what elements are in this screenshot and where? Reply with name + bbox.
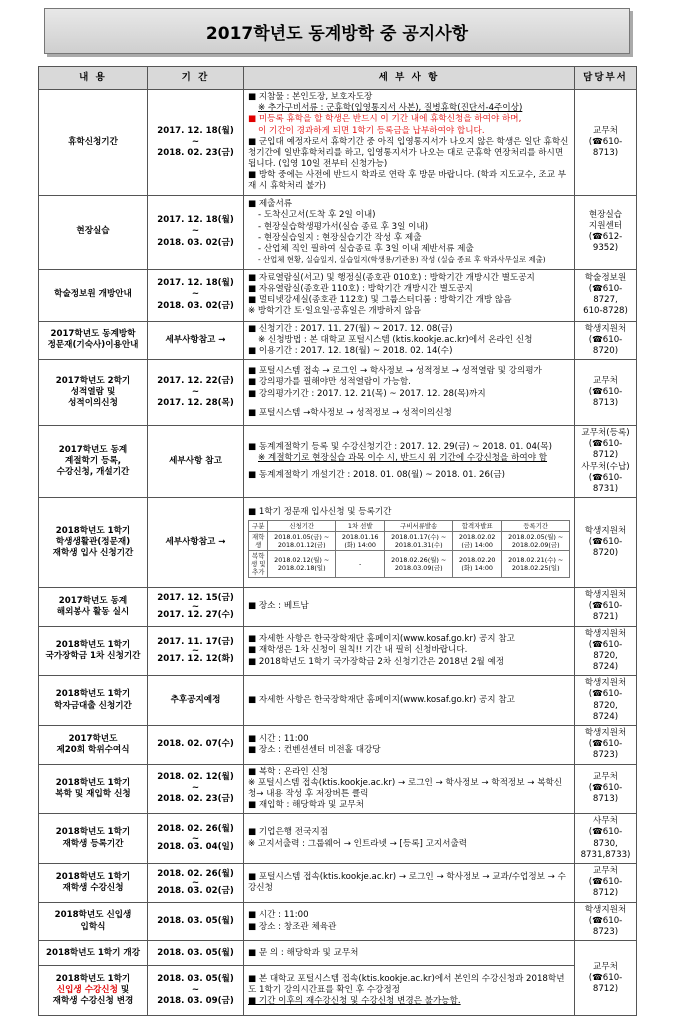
inner-cell: 2018.02.05(월) ~ 2018.02.09(금) <box>502 532 570 551</box>
detail-line: ■ 복학 : 온라인 신청 <box>248 766 329 777</box>
dept-phone: (☎610-8730, <box>588 827 623 849</box>
period-note: 세부사항 참고 <box>169 455 222 466</box>
row-name-text: 재학생 수강신청 <box>62 882 124 893</box>
period-end: 2017. 12. 27(수) <box>157 609 234 620</box>
row-detail <box>244 269 575 321</box>
detail-line: ■ 동계계절학기 개설기간 : 2018. 01. 08(월) ~ 2018. 01. 26(금) <box>248 470 505 481</box>
row-dept <box>575 90 637 196</box>
inner-header: 신청기간 <box>268 521 336 532</box>
row-name <box>39 269 148 321</box>
table-row <box>39 863 637 902</box>
row-name-text: 2018학년도 1학기 <box>55 777 131 788</box>
dept-name: 지원센터 <box>588 220 623 231</box>
inner-header: 합격자발표 <box>452 521 501 532</box>
table-row <box>39 588 637 627</box>
row-dept <box>575 941 637 1016</box>
row-name-text: 2018학년도 1학기 개강 <box>46 947 140 958</box>
dept-name: 학생지원처 <box>584 727 627 738</box>
row-detail <box>244 764 575 814</box>
row-detail <box>244 725 575 764</box>
row-dept <box>575 269 637 321</box>
row-name-text: 성적열람 및 <box>70 386 116 397</box>
row-period <box>148 676 244 726</box>
table-row <box>39 90 637 196</box>
detail-line: 이 기간이 경과하게 되면 1학기 등록금을 납부하여야 합니다. <box>258 125 485 136</box>
row-dept <box>575 360 637 426</box>
detail-line: ■ 자유열람실(종호관 110호) : 방학기간 개방시간 별도공지 <box>248 283 473 294</box>
row-name-text: 2018학년도 1학기 <box>55 871 131 882</box>
row-name-text: 휴학신청기간 <box>68 136 118 147</box>
detail-line: ■ 멀티넷강세실(종호관 112호) 및 그룹스터디룸 : 방학기간 개방 않음 <box>248 295 512 306</box>
row-name-text: 2018학년도 1학기 <box>55 525 131 536</box>
row-name-text: 학술정보원 개방안내 <box>54 289 132 300</box>
row-dept <box>575 588 637 627</box>
page-title: 2017학년도 동계방학 중 공지사항 <box>205 23 469 44</box>
detail-line: ■ 제출서류 <box>248 199 293 210</box>
table-row <box>39 360 637 426</box>
row-period <box>148 588 244 627</box>
dept-phone: (☎610-8712) <box>588 439 623 461</box>
header-dept: 담당부서 <box>575 67 637 90</box>
period-note: 세부사항참고 → <box>165 537 226 547</box>
detail-line: ■ 기업은행 전국지점 <box>248 827 328 838</box>
row-detail <box>244 676 575 726</box>
row-period <box>148 966 244 1016</box>
row-period <box>148 426 244 498</box>
inner-cell: 복학생 및 추가 <box>249 551 268 578</box>
row-name-text <box>41 985 145 996</box>
dept-phone: 8731,8733) <box>580 849 631 860</box>
dept-name: 학생지원처 <box>584 904 627 915</box>
table-row <box>39 764 637 814</box>
dept-phone: (☎610-8720, <box>588 689 623 711</box>
period-start: 2017. 12. 15(금) <box>157 592 234 603</box>
period-tilde: ~ <box>191 289 200 300</box>
row-dept <box>575 902 637 941</box>
period-tilde: ~ <box>191 386 200 397</box>
row-name-text: 2017학년도 2학기 <box>55 375 131 386</box>
detail-line: ■ 장소 : 창조관 체육관 <box>248 921 337 932</box>
row-name <box>39 626 148 676</box>
detail-line: ■ 이용기간 : 2017. 12. 18(월) ~ 2018. 02. 14(수) <box>248 345 453 356</box>
header-content: 내 용 <box>39 67 148 90</box>
detail-line: ■ 동계계절학기 등록 및 수강신청기간 : 2017. 12. 29(금) ~ 2018. 01. 04(목) <box>248 441 552 452</box>
row-detail <box>244 814 575 864</box>
row-detail <box>244 360 575 426</box>
dept-phone: (☎610-8720) <box>588 537 623 559</box>
period-end: 2018. 03. 02(금) <box>157 300 234 311</box>
row-detail <box>244 321 575 360</box>
inner-header: 1차 선발 <box>335 521 384 532</box>
table-row <box>39 676 637 726</box>
row-detail <box>244 90 575 196</box>
detail-line: - 현장실습일지 : 현장실습기간 작성 후 제출 <box>258 232 422 243</box>
row-detail <box>244 902 575 941</box>
inner-cell: 2018.02.20 (화) 14:00 <box>452 551 501 578</box>
row-period <box>148 90 244 196</box>
row-dept <box>575 321 637 360</box>
table-header-row <box>39 67 637 90</box>
row-name-text: 재학생 입사 신청기간 <box>52 548 134 559</box>
table-row <box>39 195 637 269</box>
row-name-text: 재학생 등록기간 <box>62 838 124 849</box>
row-name <box>39 863 148 902</box>
inner-cell: 2018.02.02 (금) 14:00 <box>452 532 501 551</box>
dept-name: 학생지원처 <box>584 525 627 536</box>
row-name-text: 재학생 수강신청 변경 <box>52 996 134 1007</box>
period-tilde: ~ <box>191 645 200 656</box>
period-start: 2017. 12. 18(월) <box>157 278 234 289</box>
notice-table <box>38 66 637 1016</box>
detail-line: ■ 지참물 : 본인도장, 보호자도장 <box>248 92 373 102</box>
dept-phone: 8724) <box>592 711 619 722</box>
period-tilde: ~ <box>191 833 200 844</box>
header-details: 세 부 사 항 <box>244 67 575 90</box>
detail-line: ■ 장소 : 베트남 <box>248 601 309 612</box>
period-tilde: ~ <box>191 601 200 612</box>
row-name-text: 2017학년도 동계 <box>58 595 128 606</box>
period-start: 2017. 11. 17(금) <box>157 636 234 647</box>
header-period: 기 간 <box>148 67 244 90</box>
dept-name: 교무처 <box>593 375 618 386</box>
detail-line: ■ 강의평가기간 : 2017. 12. 21(목) ~ 2017. 12. 28(목)까지 <box>248 388 486 399</box>
row-detail <box>244 588 575 627</box>
period-end: 2018. 03. 02(금) <box>157 885 234 896</box>
row-dept <box>575 426 637 498</box>
row-name <box>39 676 148 726</box>
row-name-text: 국가장학금 1차 신청기간 <box>45 650 141 661</box>
period-start: 2018. 03. 05(월) <box>157 916 234 927</box>
period-tilde: ~ <box>191 985 200 996</box>
detail-line: ■ 자료열람실(서고) 및 행정실(종호관 010호) : 방학기간 개방시간 별도공지 <box>248 272 535 283</box>
row-name-text: 2017학년도 동계 <box>58 444 128 455</box>
dept-phone: (☎612-9352) <box>588 232 623 254</box>
row-dept <box>575 626 637 676</box>
table-row <box>39 269 637 321</box>
row-period <box>148 498 244 588</box>
row-period <box>148 195 244 269</box>
row-name <box>39 941 148 966</box>
table-row <box>39 814 637 864</box>
dept-phone: 8724) <box>592 662 619 673</box>
inner-cell: 2018.01.17(수) ~ 2018.01.31(수) <box>385 532 453 551</box>
dept-name: 교무처(등록) <box>581 428 630 439</box>
row-name-text: 2018학년도 1학기 <box>55 974 131 985</box>
detail-line: ※ 고지서출력 : 그룹웨어 → 인트라넷 → [등록] 고지서출력 <box>248 838 468 849</box>
row-period <box>148 626 244 676</box>
detail-line: ■ 강의평가를 필해야만 성적열람이 가능함. <box>248 377 411 388</box>
inner-row <box>249 551 570 578</box>
row-name-text: 및 <box>117 985 130 996</box>
row-name <box>39 321 148 360</box>
dept-phone: (☎610-8713) <box>588 783 623 805</box>
dept-phone: (☎610-8723) <box>588 916 623 938</box>
row-period <box>148 725 244 764</box>
table-row <box>39 902 637 941</box>
period-note: 세부사항참고 → <box>165 334 226 345</box>
table-row <box>39 626 637 676</box>
period-start: 2018. 02. 26(월) <box>157 824 234 835</box>
row-name <box>39 588 148 627</box>
row-period <box>148 321 244 360</box>
row-name-text: 해외봉사 활동 실시 <box>56 606 130 617</box>
row-dept <box>575 863 637 902</box>
detail-line: ■ 포털시스템 접속 → 로그인 → 학사정보 → 성적정보 → 성적열람 및 강의평가 <box>248 366 542 377</box>
row-name-text: 입학식 <box>80 921 106 932</box>
detail-line: ■ 포털시스템 접속(ktis.kookje.ac.kr) → 로그인 → 학사정보 → 교과/수업정보 → 수강신청 <box>248 871 566 893</box>
inner-cell: 2018.01.05(금) ~ 2018.01.12(금) <box>268 532 336 551</box>
dept-phone: (☎610-8712) <box>588 972 623 994</box>
detail-line: ■ 재학생은 1차 신청이 원칙!! 기간 내 필히 신청바랍니다. <box>248 645 468 656</box>
inner-cell: 2018.02.26(월) ~ 2018.03.09(금) <box>385 551 453 578</box>
period-start: 2018. 03. 05(월) <box>157 974 234 985</box>
detail-line: - 산업체 현황, 실습일지, 실습일지(학생용/기관용) 작성 (실습 종료 후 학과사무실로 제출) <box>258 255 546 265</box>
row-period <box>148 269 244 321</box>
detail-line: ※ 계절학기로 현장실습 과목 이수 시, 반드시 위 기간에 수강신청을 하여야 함 <box>258 452 548 463</box>
row-name <box>39 90 148 196</box>
detail-line: ※ 신청방법 : 본 대학교 포털시스템 (ktis.kookje.ac.kr)에서 온라인 신청 <box>258 334 533 345</box>
row-dept <box>575 498 637 588</box>
period-tilde: ~ <box>191 783 200 794</box>
row-dept <box>575 676 637 726</box>
row-name-text: 2018학년도 1학기 <box>55 639 131 650</box>
row-name-text: 2017학년도 <box>68 733 118 744</box>
period-start: 2017. 12. 18(월) <box>157 215 234 226</box>
row-period <box>148 941 244 966</box>
period-start: 2018. 03. 05(월) <box>157 947 234 958</box>
row-period <box>148 814 244 864</box>
dept-name: 교무처 <box>593 866 618 877</box>
dept-phone: (☎610-8720) <box>588 334 623 356</box>
period-tilde: ~ <box>191 136 200 147</box>
period-end: 2018. 03. 02(금) <box>157 237 234 248</box>
row-name-text: 2017학년도 동계방학 <box>50 329 136 340</box>
dept-name: 학술정보원 <box>584 272 627 283</box>
detail-line: ■ 2018학년도 1학기 국가장학금 2차 신청기간은 2018년 2월 예정 <box>248 656 505 667</box>
row-name <box>39 764 148 814</box>
row-name-highlight: 신입생 수강신청 <box>56 985 118 996</box>
inner-cell: 2018.02.12(월) ~ 2018.02.18(일) <box>268 551 336 578</box>
detail-line: ■ 자세한 사항은 한국장학재단 홈페이지(www.kosaf.go.kr) 공지 참고 <box>248 695 515 706</box>
row-name <box>39 360 148 426</box>
detail-line: ※ 추가구비서류 : 군휴학(입영통지서 사본), 질병휴학(진단서-4주이상) <box>258 103 523 114</box>
detail-line: ■ 본 대학교 포털시스템 접속(ktis.kookje.ac.kr)에서 본인의 수강신청과 2018학년도 1학기 강의시간표를 확인 후 수강정정 <box>248 974 565 996</box>
row-period <box>148 360 244 426</box>
detail-line: ■ 군입대 예정자로서 휴학기간 중 아직 입영통지서가 나오지 않은 학생은 일단 휴학신청기간에 일반휴학처리를 하고, 입영통지서가 나오는 대로 군휴학 연장처리를 하시면 됩니다. (입영 10일 전부터 신청가능) <box>248 136 569 170</box>
period-end: 2018. 03. 09(금) <box>157 996 234 1007</box>
row-name-text: 학자금대출 신청기간 <box>54 700 132 711</box>
period-end: 2018. 02. 23(금) <box>157 794 234 805</box>
dept-name: 교무처 <box>593 961 618 972</box>
period-tilde: ~ <box>191 226 200 237</box>
row-name <box>39 814 148 864</box>
row-dept <box>575 195 637 269</box>
row-name-text: 2018학년도 1학기 <box>55 827 131 838</box>
detail-line: ■ 시간 : 11:00 <box>248 733 309 744</box>
detail-line: ■ 미등록 휴학을 할 학생은 반드시 이 기간 내에 휴학신청을 하여야 하며, <box>248 114 522 125</box>
inner-header: 등록기간 <box>502 521 570 532</box>
row-name <box>39 966 148 1016</box>
dept-name: 학생지원처 <box>584 628 627 639</box>
table-row <box>39 426 637 498</box>
dept-name: 학생지원처 <box>584 678 627 689</box>
row-detail <box>244 195 575 269</box>
row-name-text: 수강신청, 개설기간 <box>56 467 130 478</box>
row-dept <box>575 814 637 864</box>
row-name-text: 정문재(기숙사)이용안내 <box>47 340 139 351</box>
dept-name: 교무처 <box>593 772 618 783</box>
row-dept <box>575 764 637 814</box>
detail-line: ■ 신청기간 : 2017. 11. 27(월) ~ 2017. 12. 08(금) <box>248 323 453 334</box>
period-end: 2017. 12. 12(화) <box>157 653 234 664</box>
row-detail <box>244 498 575 588</box>
table-row <box>39 498 637 588</box>
row-detail <box>244 863 575 902</box>
table-row <box>39 966 637 1016</box>
period-start: 2017. 12. 18(월) <box>157 125 234 136</box>
page-title-box <box>44 8 630 54</box>
dorm-schedule-table <box>248 520 570 578</box>
dept-phone: (☎610-8713) <box>588 386 623 409</box>
detail-line: ■ 방학 중에는 사전에 반드시 학과로 연락 후 방문 바랍니다. (학과 지도교수, 조교 부재 시 휴학처리 불가) <box>248 170 567 192</box>
dept-name: 학생지원처 <box>584 590 627 601</box>
row-detail <box>244 966 575 1016</box>
dept-phone: (☎610-8731) <box>588 472 623 494</box>
period-start: 2018. 02. 12(월) <box>157 772 234 783</box>
period-end: 2018. 02. 23(금) <box>157 147 234 158</box>
dept-phone: (☎610-8713) <box>588 136 623 158</box>
row-detail <box>244 426 575 498</box>
row-name-text: 현장실습 <box>76 226 110 237</box>
inner-cell: 2018.02.21(수) ~ 2018.02.25(일) <box>502 551 570 578</box>
row-name-text: 2018학년도 1학기 <box>55 689 131 700</box>
period-note: 추후공지예정 <box>170 695 221 706</box>
inner-cell: 재학생 <box>249 532 268 551</box>
row-dept <box>575 725 637 764</box>
row-name-text: 학생생활관(정문재) <box>55 537 131 547</box>
row-name <box>39 725 148 764</box>
row-name <box>39 498 148 588</box>
row-name <box>39 195 148 269</box>
row-period <box>148 902 244 941</box>
row-name-text: 2018학년도 신입생 <box>54 910 132 921</box>
detail-line: - 산업체 직인 필하여 실습종료 후 3일 이내 제반서류 제출 <box>258 243 474 254</box>
dept-phone: (☎610-8721) <box>588 601 623 623</box>
dept-name: 사무처 <box>593 816 618 827</box>
row-detail <box>244 941 575 966</box>
row-name-text: 복학 및 재입학 신청 <box>55 788 131 799</box>
detail-line: - 도착신고서(도착 후 2일 이내) <box>258 210 376 221</box>
inner-header: 구분 <box>249 521 268 532</box>
inner-row <box>249 532 570 551</box>
row-name-text: 계절학기 등록, <box>64 455 122 466</box>
detail-line: ■ 재입학 : 해당학과 및 교무처 <box>248 800 364 811</box>
detail-line: ※ 방학기간 토·일요일·공휴일은 개방하지 않음 <box>248 306 422 317</box>
row-period <box>148 863 244 902</box>
period-start: 2018. 02. 26(월) <box>157 868 234 879</box>
row-name-text: 제20회 학위수여식 <box>56 744 130 755</box>
inner-cell: - <box>335 551 384 578</box>
dept-name: 사무처(수납) <box>581 461 630 472</box>
table-row <box>39 941 637 966</box>
detail-line: ■ 장소 : 컨벤션센터 비전홀 대강당 <box>248 744 381 755</box>
row-name <box>39 426 148 498</box>
detail-line: ※ 포털시스템 접속(ktis.kookje.ac.kr) → 로그인 → 학사정보 → 학적정보 → 복학신청→ 내용 작성 후 저장버튼 클릭 <box>248 777 563 799</box>
detail-line: ■ 시간 : 11:00 <box>248 910 309 921</box>
detail-line: ■ 문 의 : 해당학과 및 교무처 <box>248 947 359 958</box>
row-name <box>39 902 148 941</box>
inner-header-row <box>249 521 570 532</box>
detail-line: ■ 1학기 정문재 입사신청 및 등록기간 <box>248 507 392 517</box>
period-tilde: ~ <box>191 877 200 888</box>
dept-name: 학생지원처 <box>584 323 627 334</box>
inner-cell: 2018.01.16 (화) 14:00 <box>335 532 384 551</box>
inner-header: 구비서류발송 <box>385 521 453 532</box>
dept-phone: (☎610-8712) <box>588 877 623 899</box>
table-row <box>39 725 637 764</box>
row-detail <box>244 626 575 676</box>
dept-phone: 610-8728) <box>583 306 628 317</box>
period-start: 2018. 02. 07(수) <box>157 739 234 750</box>
row-name-text: 성적이의신청 <box>68 398 118 409</box>
dept-phone: (☎610-8720, <box>588 639 623 661</box>
dept-phone: (☎610-8723) <box>588 739 623 761</box>
table-row <box>39 321 637 360</box>
detail-line: ■ 자세한 사항은 한국장학재단 홈페이지(www.kosaf.go.kr) 공지 참고 <box>248 634 515 645</box>
detail-line: - 현장실습학생평가서(실습 종료 후 3일 이내) <box>258 221 429 232</box>
period-end: 2018. 03. 04(일) <box>157 841 234 852</box>
period-start: 2017. 12. 22(금) <box>157 375 234 386</box>
row-period <box>148 764 244 814</box>
period-end: 2017. 12. 28(목) <box>157 398 234 409</box>
detail-line: ■ 기간 이후의 재수강신청 및 수강신청 변경은 불가능함. <box>248 996 461 1007</box>
dept-phone: (☎610-8727, <box>588 283 623 306</box>
detail-line: ■ 포털시스템 →학사정보 → 성적정보 → 성적이의신청 <box>248 407 452 418</box>
dept-name: 교무처 <box>593 125 618 136</box>
dept-name: 현장실습 <box>588 209 623 220</box>
